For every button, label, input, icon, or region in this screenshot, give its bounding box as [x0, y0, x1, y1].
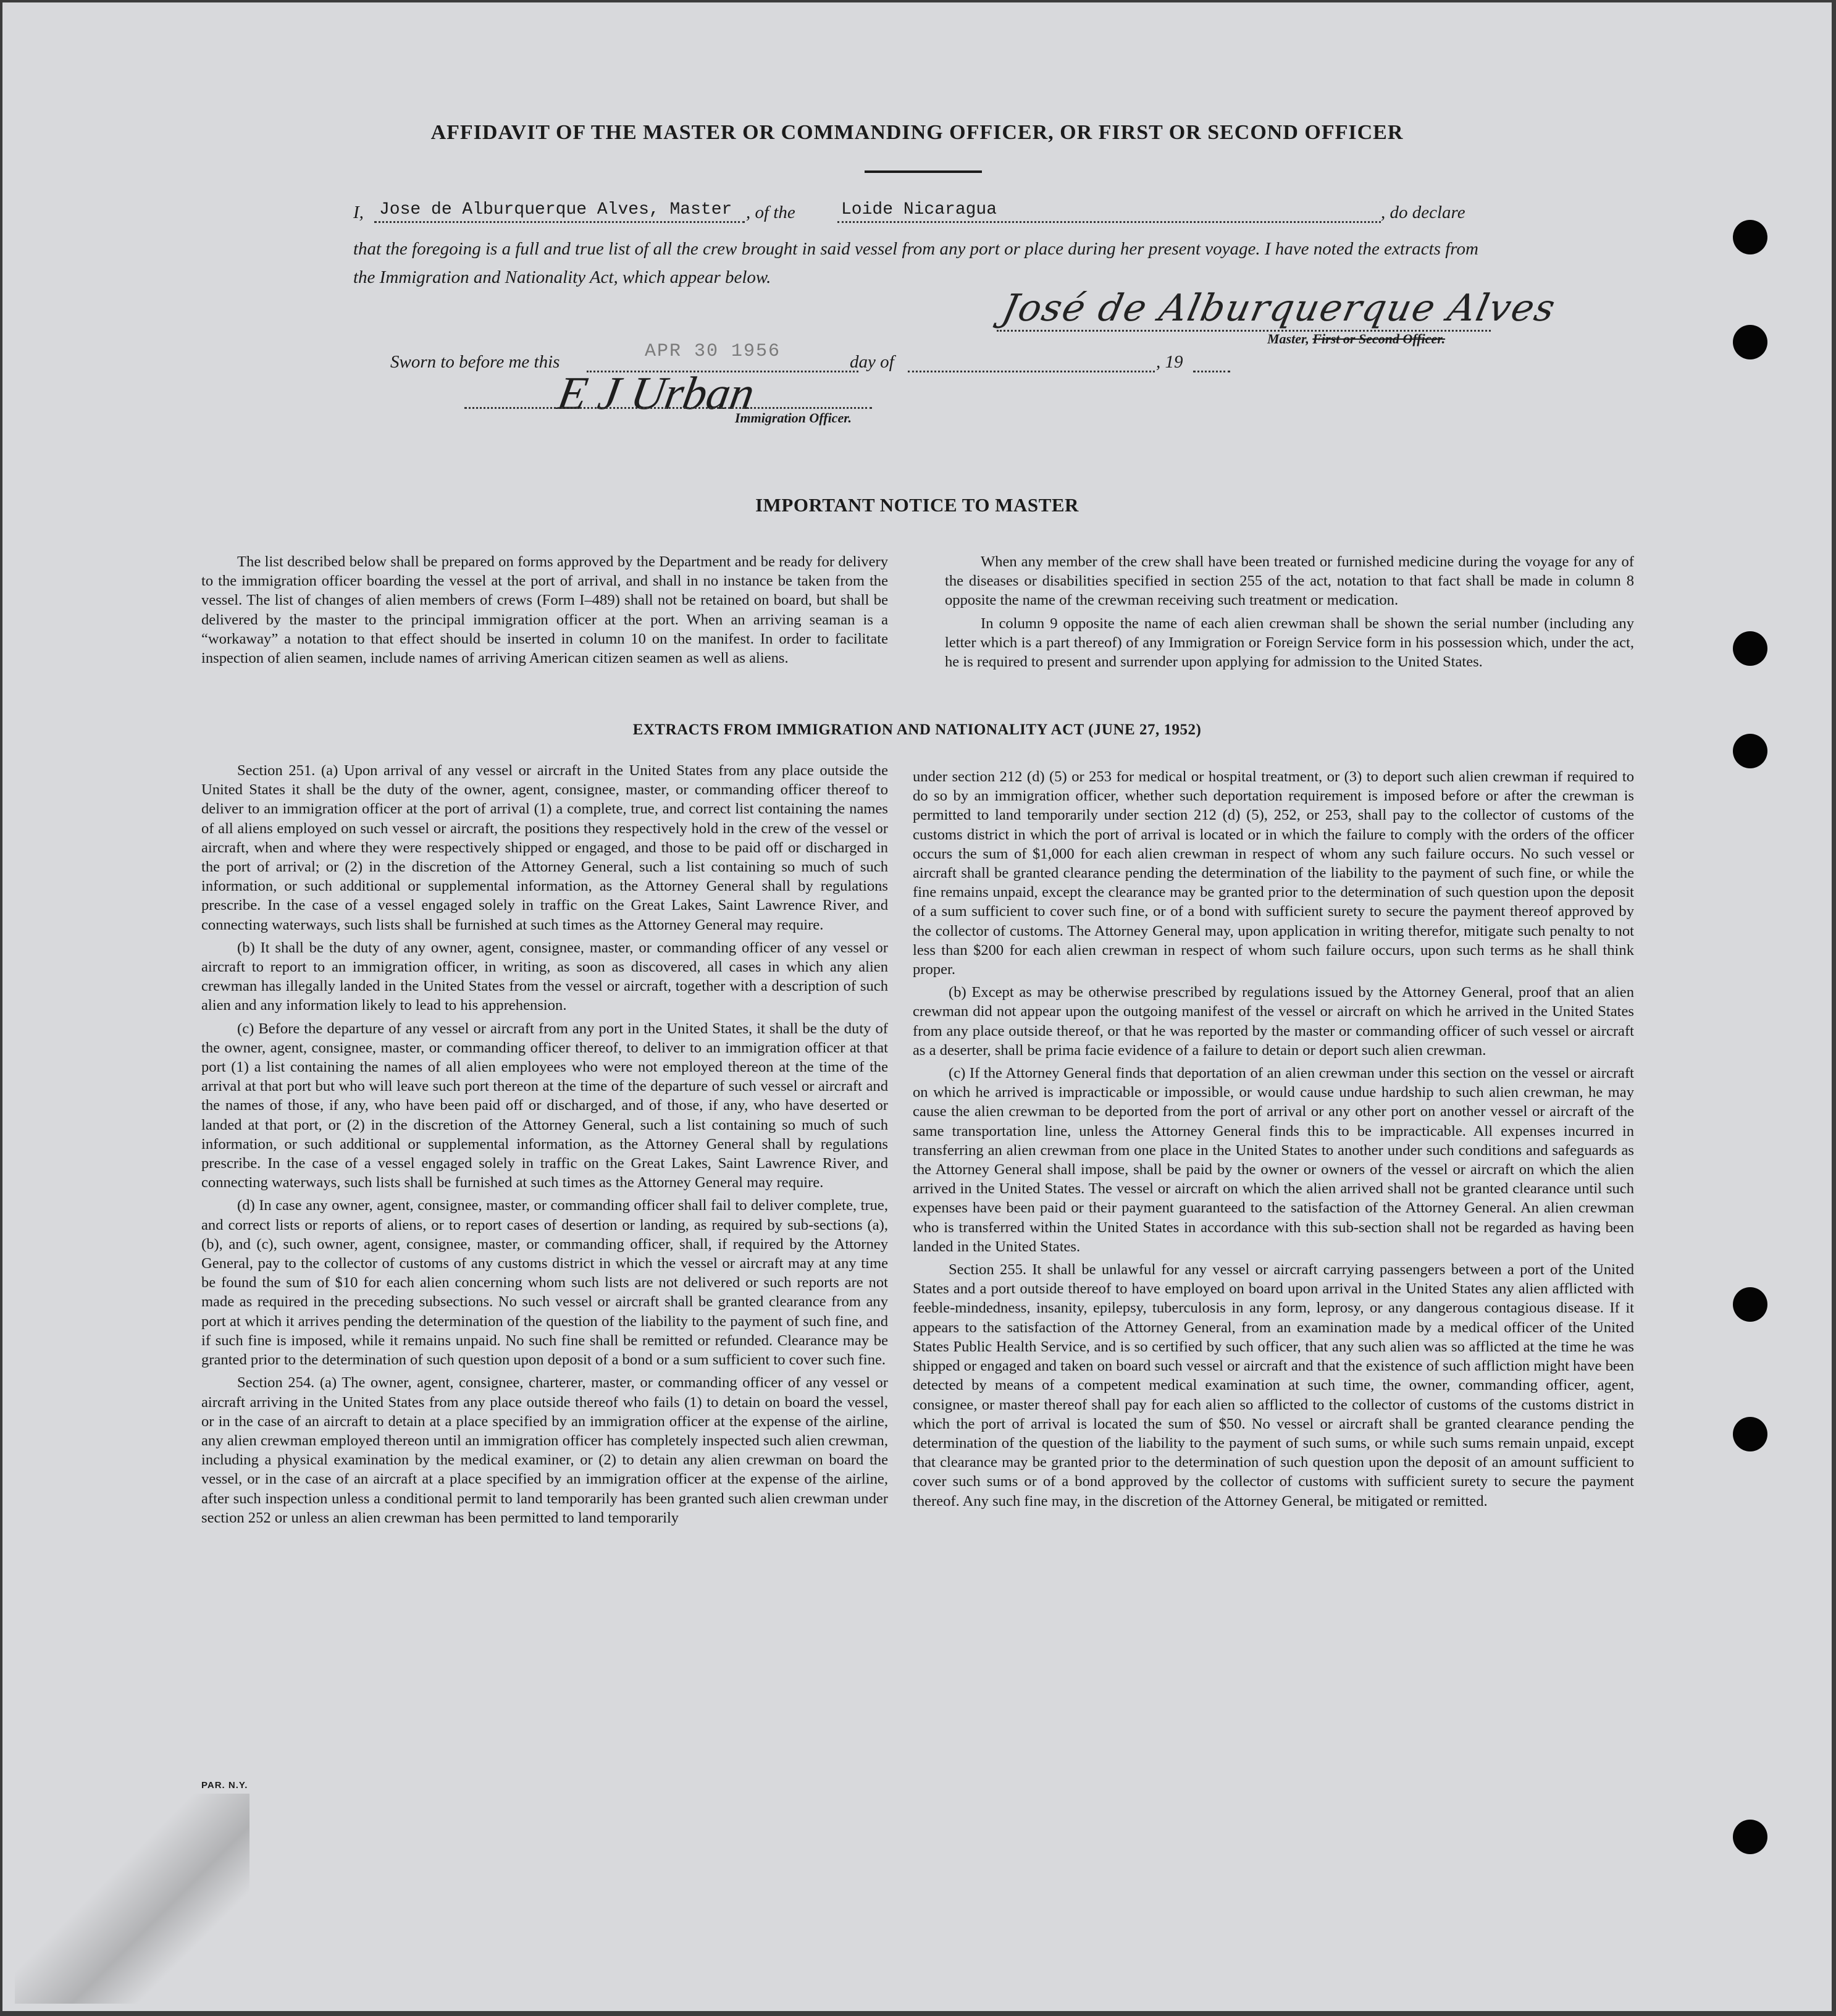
- section-251a: Section 251. (a) Upon arrival of any vessel or aircraft in the United States from any place outside the United States it shall be the duty of the owner, agent, consignee, master, or commanding officer thereof to deliver to an immigration officer at the port of arrival (1) a complete, true, and correct list containing the names of all aliens employed on such vessel or aircraft, the positions they respectively hold in the crew of the vessel or aircraft, when and where they were respectively shipped or engaged, and those to be paid off or discharged in the port of arrival; or (2) in the discretion of the Attorney General, such a list containing so much of such information, or such additional or supplemental information, as the Attorney General shall by regulations prescribe. In the case of a vessel engaged solely in traffic on the Great Lakes, Saint Lawrence River, and connecting waterways, such lists shall be furnished at such times as the Attorney General may require.: [201, 762, 888, 933]
- master-signature: José de Alburquerque Alves: [998, 287, 1560, 330]
- binder-hole: [1733, 631, 1767, 666]
- notice-heading: IMPORTANT NOTICE TO MASTER: [755, 494, 1079, 516]
- date-stamp: APR 30 1956: [645, 341, 781, 362]
- document-page: [2, 2, 1832, 2011]
- title-rule: [865, 170, 982, 173]
- extracts-left-column: [201, 761, 888, 1531]
- sworn-prefix: Sworn to before me this: [390, 352, 560, 372]
- do-declare-label: , do declare: [1381, 203, 1465, 222]
- officer-signature: E J Urban: [553, 368, 759, 419]
- notice-paragraph: In column 9 opposite the name of each alien crewman shall be shown the serial number (including any letter which is a part thereof) of any Immigration or Foreign Service form in his possession which, under the act, he is required to present and surrender upon applying for admission to the United States.: [945, 615, 1634, 671]
- day-of-label: day of: [850, 352, 894, 372]
- master-name-dotted-line: [374, 221, 745, 223]
- extracts-right-column: [913, 767, 1634, 1514]
- section-254b: (b) Except as may be otherwise prescribed by regulations issued by the Attorney General, proof that an alien crewman did not appear upon the outgoing manifest of the vessel or aircraft on which he arrived in the United States from any place outside thereof, or that he was reported by the master or commanding officer of such vessel or aircraft as a deserter, shall be prima facie evidence of a failure to detain or deport such alien crewman.: [913, 984, 1634, 1059]
- section-251b: (b) It shall be the duty of any owner, agent, consignee, master, or commanding officer of any vessel or aircraft to report to an immigration officer, in writing, as soon as discovered, all cases in which any alien crewman has illegally landed in the United States from the vessel or aircraft, together with a description of such alien and any information likely to lead to his apprehension.: [201, 939, 888, 1014]
- section-255: Section 255. It shall be unlawful for any vessel or aircraft carrying passengers between a port of the United States and a port outside thereof to have employed on board upon arrival in the United States any alien afflicted with feeble-mindedness, insanity, epilepsy, tuberculosis in any form, leprosy, or any dangerous contagious disease. If it appears to the satisfaction of the Attorney General, from an examination made by a medical officer of the United States Public Health Service, and is so certified by such officer, that any such alien was so afflicted at the time he was shipped or engaged and taken on board such vessel or aircraft and that the existence of such affliction might have been detected by means of a competent medical examination at such time, the owner, commanding officer, agent, consignee, or master thereof shall pay for each alien so afflicted to the collector of customs of the customs district in which the port of arrival is located the sum of $50. No vessel or aircraft shall be granted clearance pending the determination of the question of the liability to the payment of such sums, or while such sums remain unpaid, except that clearance may be granted prior to the determination of such question upon the deposit of an amount sufficient to cover such sums or of a bond approved by the collector of customs with sufficient surety to secure the payment thereof. Any such fine may, in the discretion of the Attorney General, be mitigated or remitted.: [913, 1261, 1634, 1510]
- officer-signature-line: [464, 407, 872, 409]
- binder-hole: [1733, 220, 1767, 254]
- binder-hole: [1733, 325, 1767, 359]
- of-the-label: , of the: [746, 203, 795, 222]
- extracts-heading: EXTRACTS FROM IMMIGRATION AND NATIONALITY ACT (JUNE 27, 1952): [632, 721, 1202, 738]
- vessel-name-dotted-line: [837, 221, 1381, 223]
- binder-hole: [1733, 1417, 1767, 1451]
- vessel-name: Loide Nicaragua: [841, 200, 997, 219]
- notice-paragraph: The list described below shall be prepared on forms approved by the Department and be ready for delivery to the immigration officer boarding the vessel at the port of arrival, and shall in no instance be taken from the vessel. The list of changes of alien members of crews (Form I–489) shall not be retained on board, but shall be delivered by the master to the principal immigration officer at the port. When an arriving seaman is a “workaway” a notation to that effect should be inserted in column 10 on the manifest. In order to facilitate inspection of alien seamen, include names of arriving American citizen seamen as well as aliens.: [201, 553, 888, 667]
- notice-left-column: [201, 552, 888, 671]
- affidavit-prefix: I,: [353, 203, 364, 222]
- notice-paragraph: When any member of the crew shall have been treated or furnished medicine during the voyage for any of the diseases or disabilities specified in section 255 of the act, notation to that fact shall be made in column 8 opposite the name of the crewman receiving such treatment or medication.: [945, 553, 1634, 609]
- section-254c: (c) If the Attorney General finds that deportation of an alien crewman under this section on the vessel or aircraft on which he arrived is impracticable or impossible, or would cause undue hardship to such alien crewman, he may cause the alien crewman to be deported from the port of arrival or any other port on another vessel or aircraft of the same transportation line, unless the Attorney General finds this to be impracticable. All expenses incurred in transferring an alien crewman from one place in the United States to another under such conditions and safeguards as the Attorney General shall impose, shall be paid by the owner or owners of the vessel or aircraft on which the alien arrived in the United States. The vessel or aircraft on which the alien arrived shall not be granted clearance until such expenses have been paid or their payment guaranteed to the satisfaction of the Attorney General. An alien crewman who is transferred within the United States in accordance with this sub-section shall not be regarded as having been landed in the United States.: [913, 1065, 1634, 1255]
- section-251c: (c) Before the departure of any vessel or aircraft from any port in the United States, it shall be the duty of the owner, agent, consignee, master, or commanding officer thereof, to deliver to an immigration officer at that port (1) a list containing the names of all alien employees who were not employed thereon at the time of the arrival at that port but who will leave such port thereon at the time of the departure of such vessel or aircraft and the names of those, if any, who have been paid off or discharged, and of those, if any, who have deserted or landed at that port, or (2) in the discretion of the Attorney General, such a list containing so much of such information, or such additional or supplemental information, as the Attorney General shall by regulations prescribe. In the case of a vessel engaged solely in traffic on the Great Lakes, Saint Lawrence River, and connecting waterways, such lists shall be furnished at such times as the Attorney General may require.: [201, 1020, 888, 1191]
- scan-smudge: [15, 1794, 249, 2004]
- affidavit-declaration-line: [353, 200, 1490, 227]
- sworn-year-dotted-line: [1193, 371, 1230, 372]
- year-label: , 19: [1156, 352, 1183, 372]
- master-label-plain: Master,: [1267, 331, 1309, 346]
- binder-hole: [1733, 1820, 1767, 1854]
- master-name: Jose de Alburquerque Alves, Master: [379, 200, 732, 219]
- sworn-line: [390, 352, 1255, 377]
- section-251d: (d) In case any owner, agent, consignee, master, or commanding officer shall fail to deliver complete, true, and correct lists or reports of aliens, or to report cases of desertion or landing, as required by sub-sections (a), (b), and (c), such owner, agent, consignee, master, or commanding officer, shall, if required by the Attorney General, pay to the collector of customs of any customs district in which the vessel or aircraft may at any time be found the sum of $10 for each alien concerning whom such lists are not delivered or such reports are not made as required in the preceding subsections. No such vessel or aircraft shall be granted clearance from any port at which it arrives pending the determination of the question of the liability to the payment of such fine, and if such fine is imposed, while it remains unpaid. No such fine shall be remitted or refunded. Clearance may be granted prior to the determination of such question upon deposit of a bond or a sum sufficient to cover such fine.: [201, 1197, 888, 1369]
- sworn-month-dotted-line: [908, 371, 1155, 372]
- printer-mark: PAR. N.Y.: [201, 1780, 248, 1791]
- affidavit-title: AFFIDAVIT OF THE MASTER OR COMMANDING OFFICER, OR FIRST OR SECOND OFFICER: [430, 121, 1404, 144]
- officer-label: Immigration Officer.: [735, 410, 852, 426]
- notice-right-column: [945, 552, 1634, 675]
- binder-hole: [1733, 734, 1767, 768]
- master-label-struck: First or Second Officer.: [1312, 331, 1446, 346]
- section-254a: Section 254. (a) The owner, agent, consignee, charterer, master, or commanding officer of any vessel or aircraft arriving in the United States from any place outside thereof who fails (1) to detain on board the vessel, or in the case of an aircraft to detain at a place specified by an immigration officer at the expense of the airline, any alien crewman employed thereon until an immigration officer has completely inspected such alien crewman, including a physical examination by the medical examiner, or (2) to detain any alien crewman on board the vessel, or in the case of an aircraft at a place specified by an immigration officer at the expense of the airline, after such inspection unless a conditional permit to land temporarily has been granted such alien crewman under section 252 or unless an alien crewman has been permitted to land temporarily: [201, 1374, 888, 1526]
- affidavit-body: that the foregoing is a full and true list of all the crew brought in said vessel from any port or place during her present voyage. I have noted the extracts from the Immigration and Nationality Act, which appear below.: [353, 239, 1478, 287]
- section-254a-continued: under section 212 (d) (5) or 253 for medical or hospital treatment, or (3) to deport such alien crewman if required to do so by an immigration officer, whether such deportation requirement is imposed before or after the crewman is permitted to land temporarily under section 212 (d) (5), 252, or 253, shall pay to the collector of customs of the customs district in which the port of arrival is located or in which the failure to comply with the orders of the officer occurs the sum of $1,000 for each alien crewman in respect of whom any such failure occurs. No such vessel or aircraft shall be granted clearance pending the determination of the liability to the payment of such fine, or while the fine remains unpaid, except the clearance may be granted prior to the determination of such question upon the deposit of a sum sufficient to cover such fine, or of a bond with sufficient surety to secure the payment thereof approved by the collector of customs. The Attorney General may, upon application in writing therefor, mitigate such penalty to not less than $200 for each alien crewman in respect of whom such failure occurs, upon such terms as he shall think proper.: [913, 768, 1634, 978]
- binder-hole: [1733, 1287, 1767, 1322]
- master-signature-label: [1267, 331, 1445, 347]
